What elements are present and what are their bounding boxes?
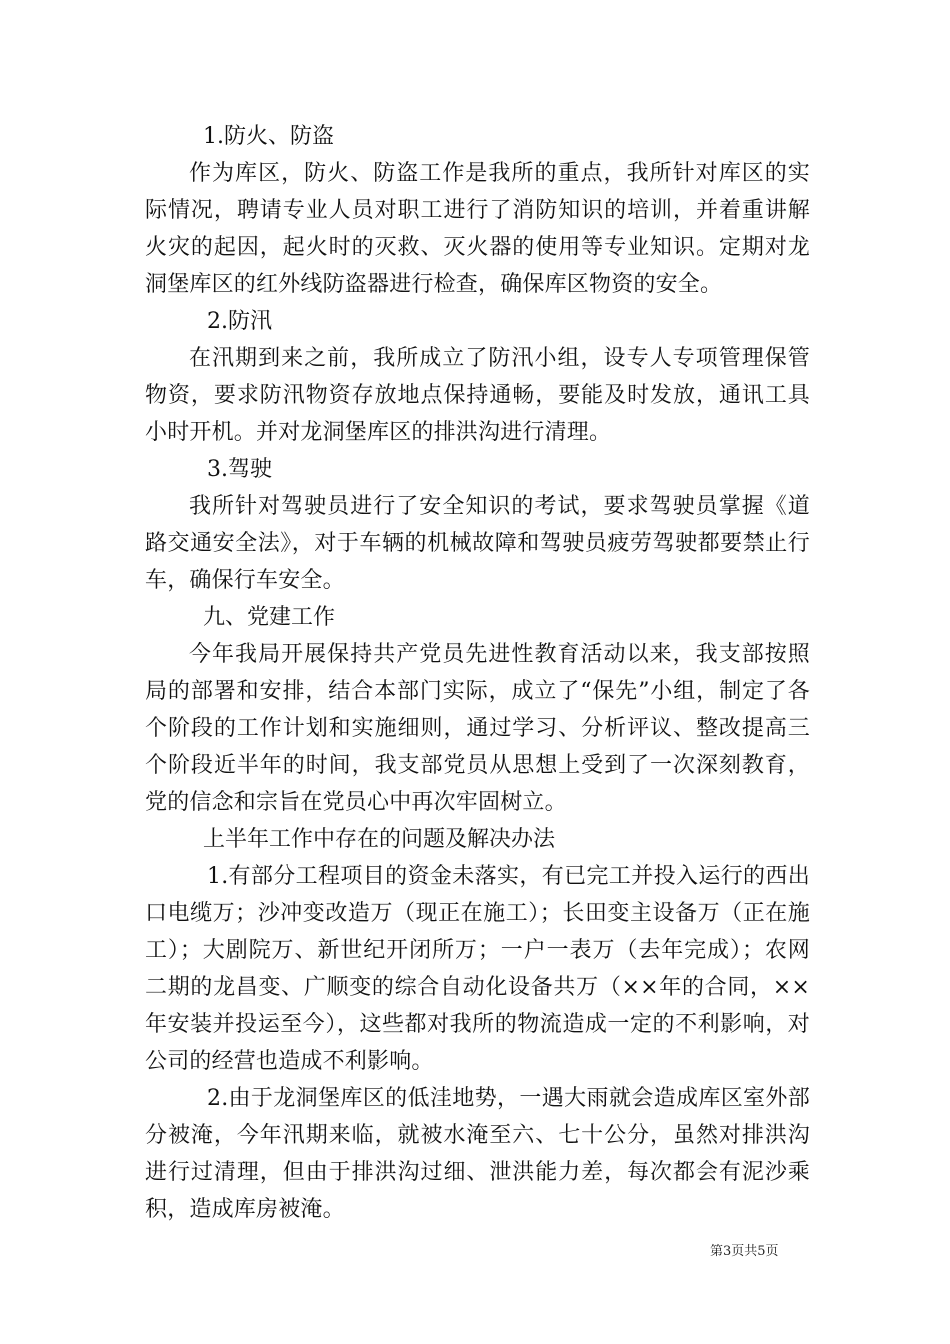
section-heading-driving: 3.驾驶	[207, 457, 272, 482]
section-heading-flood: 2.防汛	[207, 309, 272, 334]
paragraph-party-building: 今年我局开展保持共产党员先进性教育活动以来，我支部按照局的部署和安排，结合本部门实际，成立了“保先”小组，制定了各个阶段的工作计划和实施细则，通过学习、分析评议、整改提高三个阶段近半年的时间，我支部党员从思想上受到了一次深刻教育，党的信念和宗旨在党员心中再次牢固树立。	[145, 642, 810, 815]
paragraph-problem-1: 1.有部分工程项目的资金未落实，有已完工并投入运行的西出口电缆万；沙冲变改造万（现正在施工）；长田变主设备万（正在施工）；大剧院万、新世纪开闭所万；一户一表万（去年完成）；农网二期的龙昌变、广顺变的综合自动化设备共万（××年的合同，××年安装并投运至今），这些都对我所的物流造成一定的不利影响，对公司的经营也造成不利影响。	[145, 864, 810, 1074]
section-heading-fire-theft: 1.防火、防盗	[203, 124, 334, 149]
page-indicator: 第3页共5页	[710, 1244, 779, 1259]
paragraph-problem-2: 2.由于龙洞堡库区的低洼地势，一遇大雨就会造成库区室外部分被淹，今年汛期来临，就被水淹至六、七十公分，虽然对排洪沟进行过清理，但由于排洪沟过细、泄洪能力差，每次都会有泥沙乘积，造成库房被淹。	[145, 1086, 810, 1222]
document-body	[145, 118, 810, 1228]
paragraph-fire-theft: 作为库区，防火、防盗工作是我所的重点，我所针对库区的实际情况，聘请专业人员对职工进行了消防知识的培训，并着重讲解火灾的起因，起火时的灭救、灭火器的使用等专业知识。定期对龙洞堡库区的红外线防盗器进行检查，确保库区物资的安全。	[145, 161, 810, 297]
section-heading-problems: 上半年工作中存在的问题及解决办法	[203, 827, 556, 852]
paragraph-driving: 我所针对驾驶员进行了安全知识的考试，要求驾驶员掌握《道路交通安全法》，对于车辆的机械故障和驾驶员疲劳驾驶都要禁止行车，确保行车安全。	[145, 494, 810, 593]
paragraph-flood: 在汛期到来之前，我所成立了防汛小组，设专人专项管理保管物资，要求防汛物资存放地点保持通畅，要能及时发放，通讯工具小时开机。并对龙洞堡库区的排洪沟进行清理。	[145, 346, 810, 445]
section-heading-party-building: 九、党建工作	[203, 605, 336, 630]
